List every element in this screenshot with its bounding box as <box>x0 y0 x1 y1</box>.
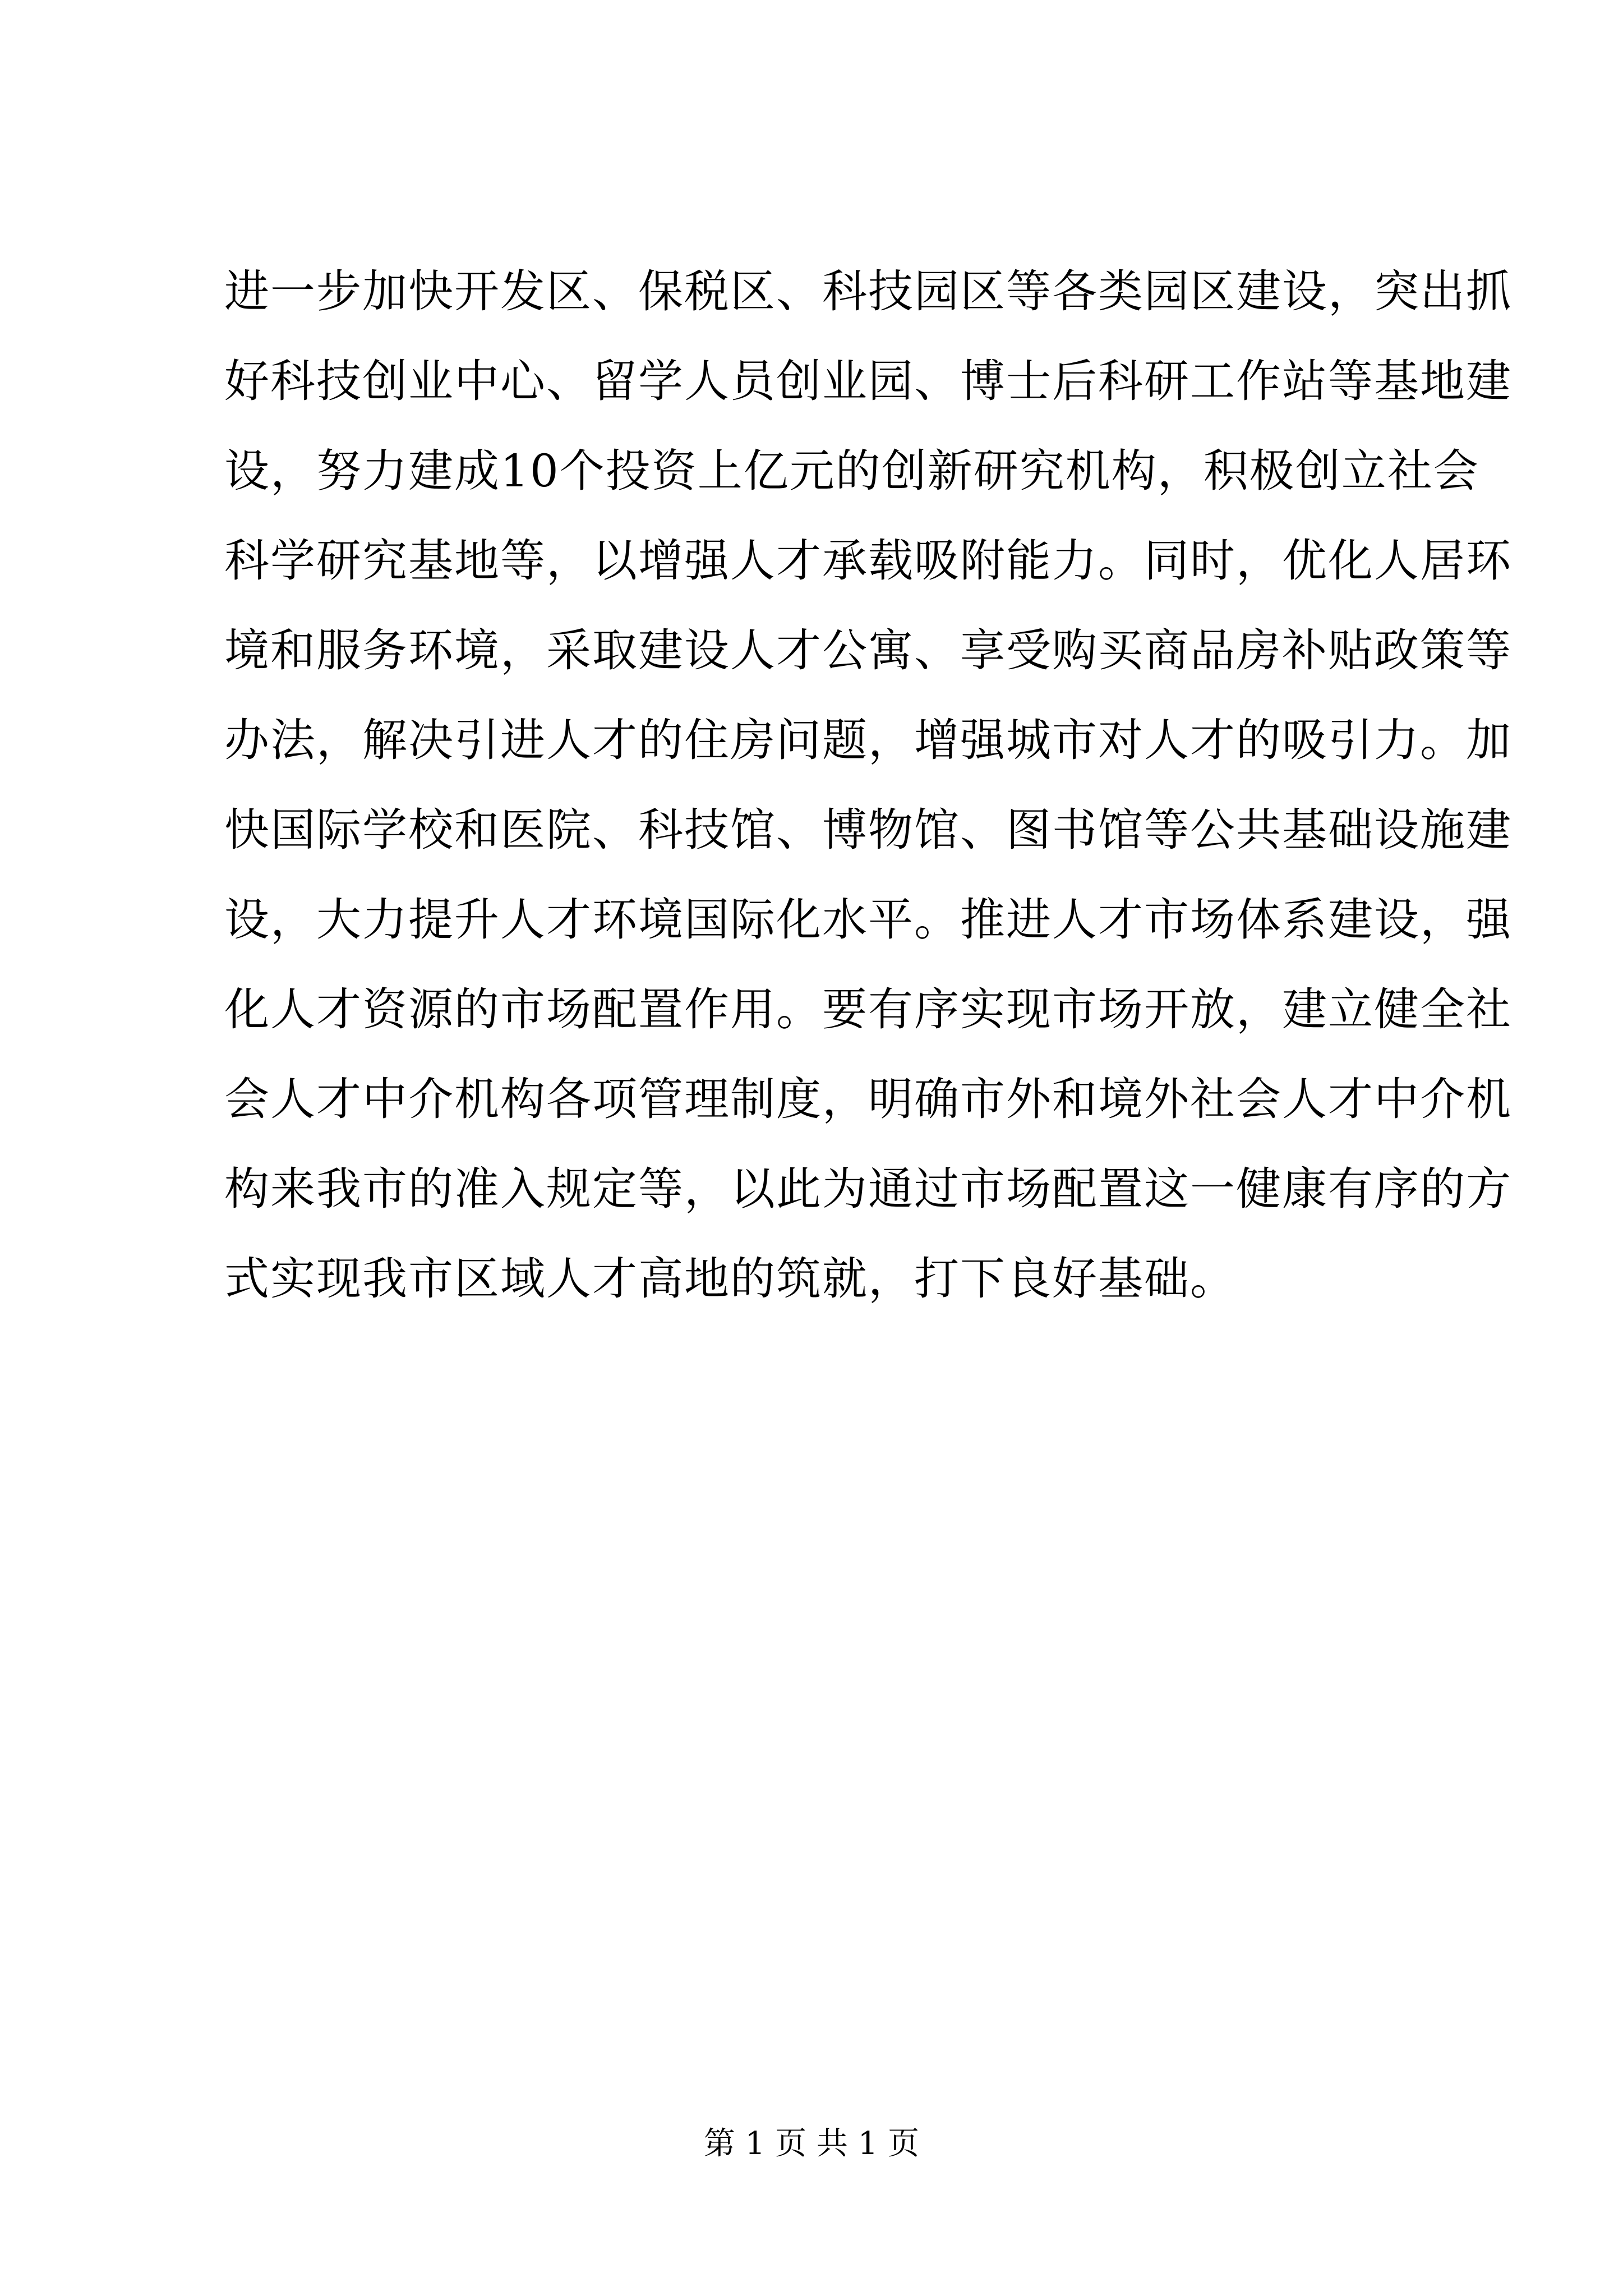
text-line-4: 科学研究基地等，以增强人才承载吸附能力。同时，优化人居环 <box>224 535 1512 587</box>
text-line-9: 化人才资源的市场配置作用。要有序实现市场开放，建立健全社 <box>224 983 1512 1036</box>
text-line-11: 构来我市的准入规定等，以此为通过市场配置这一健康有序的方 <box>224 1163 1512 1215</box>
text-line-12: 式实现我市区域人才高地的筑就，打下良好基础。 <box>224 1253 1236 1305</box>
text-line-2: 好科技创业中心、留学人员创业园、博士后科研工作站等基地建 <box>224 355 1512 407</box>
text-line-10: 会人才中介机构各项管理制度，明确市外和境外社会人才中介机 <box>224 1073 1512 1125</box>
text-line-1: 进一步加快开发区、保税区、科技园区等各类园区建设，突出抓 <box>224 265 1512 318</box>
text-line-5: 境和服务环境，采取建设人才公寓、享受购买商品房补贴政策等 <box>224 624 1512 677</box>
text-line-3: 设，努力建成10个投资上亿元的创新研究机构，积极创立社会 <box>224 445 1479 497</box>
text-line-7: 快国际学校和医院、科技馆、博物馆、图书馆等公共基础设施建 <box>224 804 1512 856</box>
body-paragraph <box>224 247 1512 1324</box>
text-line-6: 办法，解决引进人才的住房问题，增强城市对人才的吸引力。加 <box>224 714 1512 766</box>
page-number-footer: 第 1 页 共 1 页 <box>703 2125 920 2162</box>
text-line-8: 设，大力提升人才环境国际化水平。推进人才市场体系建设，强 <box>224 894 1512 946</box>
